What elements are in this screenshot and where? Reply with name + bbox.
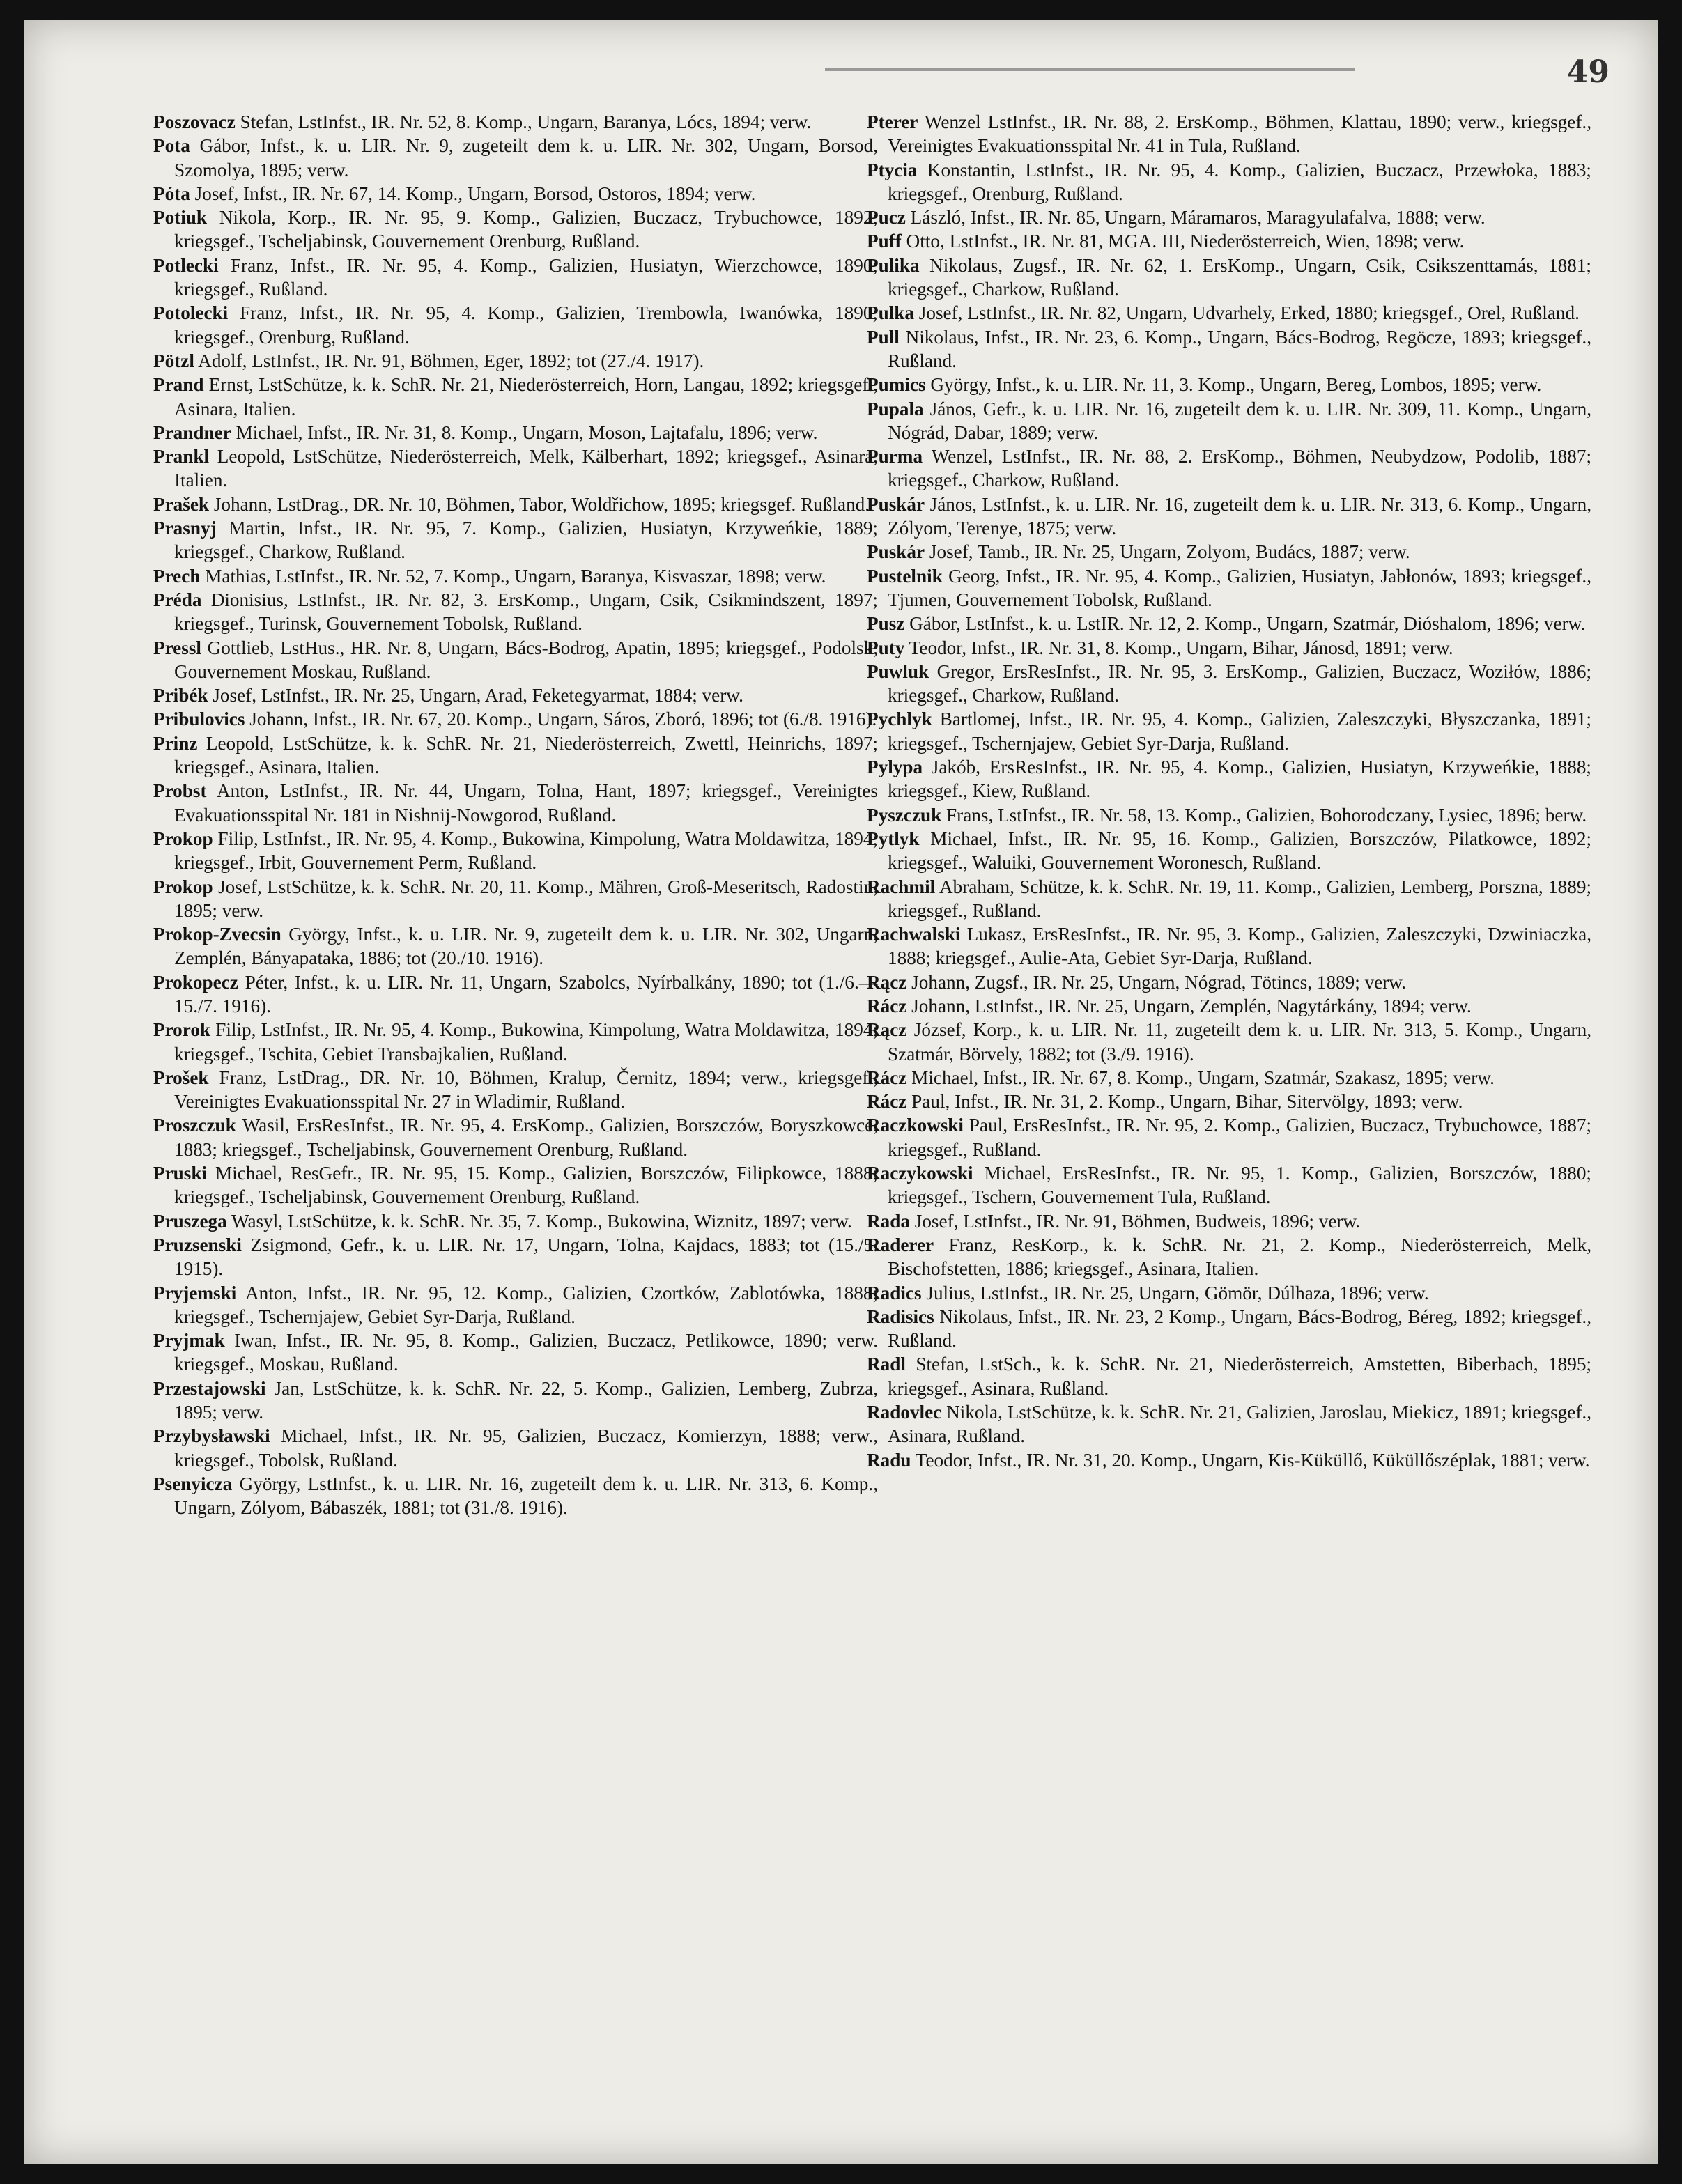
entry-surname: Pusz <box>867 613 905 635</box>
list-item <box>867 1448 1591 1472</box>
list-item <box>867 564 1591 612</box>
list-item <box>867 1352 1591 1400</box>
entry-surname: Pryjemski <box>153 1282 237 1303</box>
entry-surname: Puwluk <box>867 660 929 682</box>
entry-details: Michael, Infst., IR. Nr. 31, 8. Komp., Ungarn, Moson, Lajtafalu, 1896; verw. <box>231 421 818 443</box>
list-item <box>867 325 1591 373</box>
list-item <box>153 683 878 707</box>
entry-details: Julius, LstInfst., IR. Nr. 25, Ungarn, Gömör, Dúlhaza, 1896; verw. <box>921 1282 1429 1303</box>
entry-surname: Puskár <box>867 493 925 515</box>
list-item <box>153 779 878 827</box>
entry-details: Anton, Infst., IR. Nr. 95, 12. Komp., Galizien, Czortków, Zablotówka, 1888; kriegsgef., Tschernjajew, Gebiet Syr-Darja, Rußland. <box>174 1282 878 1327</box>
entry-surname: Pruski <box>153 1163 208 1184</box>
entry-surname: Radisics <box>867 1306 934 1327</box>
list-item <box>867 1281 1591 1305</box>
list-item <box>867 110 1591 158</box>
entry-surname: Pustelnik <box>867 565 943 587</box>
entry-surname: Puskár <box>867 541 925 563</box>
entry-surname: Poszovacz <box>153 111 236 132</box>
entry-details: Michael, Infst., IR. Nr. 67, 8. Komp., Ungarn, Szatmár, Szakasz, 1895; verw. <box>906 1067 1495 1088</box>
entry-surname: Puff <box>867 231 902 252</box>
page-number: 49 <box>1566 54 1610 90</box>
entry-surname: Purma <box>867 446 923 467</box>
entry-details: Filip, LstInfst., IR. Nr. 95, 4. Komp., Bukowina, Kimpolung, Watra Moldawitza, 1894; kriegsgef., Tschita, Gebiet Transbajkalien, Rußland. <box>174 1019 878 1064</box>
entry-surname: Prokopecz <box>153 971 238 993</box>
entry-surname: Radl <box>867 1354 906 1375</box>
entry-surname: Prokop <box>153 876 213 897</box>
entry-surname: Przybysławski <box>153 1425 270 1447</box>
document-page <box>24 20 1658 2164</box>
list-item <box>867 1233 1591 1281</box>
entry-surname: Prošek <box>153 1067 209 1088</box>
entry-surname: Prandner <box>153 421 231 443</box>
entry-details: Mathias, LstInfst., IR. Nr. 52, 7. Komp., Ungarn, Baranya, Kisvaszar, 1898; verw. <box>200 565 826 587</box>
entry-surname: Proszczuk <box>153 1115 236 1136</box>
list-item <box>153 1472 878 1520</box>
entry-details: Anton, LstInfst., IR. Nr. 44, Ungarn, Tolna, Hant, 1897; kriegsgef., Vereinigtes Evakuationsspital Nr. 181 in Nishnij-Nowgorod, Rußland. <box>174 780 878 826</box>
list-item <box>153 970 878 1019</box>
list-item <box>867 636 1591 660</box>
entry-surname: Rácz <box>867 1091 907 1113</box>
entry-details: Teodor, Infst., IR. Nr. 31, 8. Komp., Ungarn, Bihar, Jánosd, 1891; verw. <box>904 637 1453 658</box>
list-item <box>153 206 878 254</box>
entry-surname: Pribulovics <box>153 708 245 730</box>
entry-details: Gottlieb, LstHus., HR. Nr. 8, Ungarn, Bács-Bodrog, Apatin, 1895; kriegsgef., Podolsk, Gouvernement Moskau, Rußland. <box>174 637 878 682</box>
entry-details: Wenzel LstInfst., IR. Nr. 88, 2. ErsKomp., Böhmen, Klattau, 1890; verw., kriegsgef., Vereinigtes Evakuationsspital Nr. 41 in Tula, Rußland. <box>888 111 1591 157</box>
list-item <box>867 755 1591 803</box>
entry-surname: Rącz <box>867 1019 907 1041</box>
entry-surname: Raczkowski <box>867 1115 964 1136</box>
entry-details: Nikolaus, Infst., IR. Nr. 23, 2 Komp., Ungarn, Bács-Bodrog, Béreg, 1892; kriegsgef., Rußland. <box>888 1306 1591 1352</box>
entry-details: Leopold, LstSchütze, k. k. SchR. Nr. 21, Niederösterreich, Zwettl, Heinrichs, 1897; kriegsgef., Asinara, Italien. <box>174 732 878 778</box>
list-item <box>153 444 878 493</box>
entry-details: Franz, LstDrag., DR. Nr. 10, Böhmen, Kralup, Černitz, 1894; verw., kriegsgef., Vereinigtes Evakuationsspital Nr. 27 in Wladimir, Rußland. <box>174 1067 878 1113</box>
entry-details: Abraham, Schütze, k. k. SchR. Nr. 19, 11. Komp., Galizien, Lemberg, Porszna, 1889; kriegsgef., Rußland. <box>888 876 1591 921</box>
entry-surname: Puty <box>867 637 905 658</box>
list-item <box>153 1377 878 1425</box>
list-item <box>867 875 1591 923</box>
entry-surname: Pumics <box>867 374 926 396</box>
list-item <box>153 1233 878 1281</box>
entry-details: György, LstInfst., k. u. LIR. Nr. 16, zugeteilt dem k. u. LIR. Nr. 313, 6. Komp., Ungarn, Zólyom, Bábaszék, 1881; tot (31./8. 1916). <box>174 1473 878 1519</box>
entry-surname: Raczykowski <box>867 1163 973 1184</box>
list-item <box>867 660 1591 708</box>
list-item <box>153 1209 878 1233</box>
list-item <box>153 827 878 875</box>
entry-details: Franz, Infst., IR. Nr. 95, 4. Komp., Galizien, Husiatyn, Wierzchowce, 1890; kriegsgef., Rußland. <box>174 254 878 300</box>
entry-surname: Pressl <box>153 637 201 658</box>
entry-details: Georg, Infst., IR. Nr. 95, 4. Komp., Galizien, Husiatyn, Jabłonów, 1893; kriegsgef., Tjumen, Gouvernement Tobolsk, Rußland. <box>888 565 1591 610</box>
list-item <box>153 1329 878 1377</box>
list-item <box>153 493 878 516</box>
list-item <box>867 254 1591 302</box>
entry-surname: Pribék <box>153 685 208 706</box>
list-item <box>153 564 878 588</box>
list-item <box>153 110 878 134</box>
entry-surname: Radovlec <box>867 1402 942 1423</box>
entry-details: József, Korp., k. u. LIR. Nr. 11, zugeteilt dem k. u. LIR. Nr. 313, 5. Komp., Ungarn, Szatmár, Börvely, 1882; tot (3./9. 1916). <box>888 1019 1591 1064</box>
entry-details: Stefan, LstSch., k. k. SchR. Nr. 21, Niederösterreich, Amstetten, Biberbach, 1895; kriegsgef., Asinara, Rußland. <box>888 1354 1591 1399</box>
entry-surname: Rachmil <box>867 876 936 897</box>
list-item <box>153 1018 878 1066</box>
entry-details: Jan, LstSchütze, k. k. SchR. Nr. 22, 5. Komp., Galizien, Lemberg, Zubrza, 1895; verw. <box>174 1377 878 1423</box>
right-column <box>867 110 1591 1472</box>
entry-surname: Radu <box>867 1449 911 1471</box>
list-item <box>153 1113 878 1161</box>
entry-surname: Prand <box>153 374 204 396</box>
list-item <box>867 206 1591 229</box>
entry-details: Bartlomej, Infst., IR. Nr. 95, 4. Komp., Galizien, Zaleszczyki, Błyszczanka, 1891; kriegsgef., Tschernjajew, Gebiet Syr-Darja, Rußland. <box>888 708 1591 754</box>
list-item <box>153 1066 878 1114</box>
entry-details: Martin, Infst., IR. Nr. 95, 7. Komp., Galizien, Husiatyn, Krzyweńkie, 1889; kriegsgef., Charkow, Rußland. <box>174 518 878 563</box>
entry-surname: Pötzl <box>153 350 194 371</box>
list-item <box>153 134 878 182</box>
entry-details: Gregor, ErsResInfst., IR. Nr. 95, 3. ErsKomp., Galizien, Buczacz, Woziłów, 1886; kriegsgef., Charkow, Rußland. <box>888 660 1591 706</box>
entry-details: Stefan, LstInfst., IR. Nr. 52, 8. Komp., Ungarn, Baranya, Lócs, 1894; verw. <box>235 111 812 132</box>
entry-surname: Potlecki <box>153 254 219 276</box>
list-item <box>153 421 878 444</box>
entry-details: Filip, LstInfst., IR. Nr. 95, 4. Komp., Bukowina, Kimpolung, Watra Moldawitza, 1894; kriegsgef., Irbit, Gouvernement Perm, Rußland. <box>174 828 878 874</box>
list-item <box>153 1281 878 1329</box>
entry-details: Josef, LstInfst., IR. Nr. 82, Ungarn, Udvarhely, Erked, 1880; kriegsgef., Orel, Rußland. <box>914 302 1580 324</box>
list-item <box>867 1018 1591 1066</box>
entry-details: Johann, Infst., IR. Nr. 67, 20. Komp., Ungarn, Sáros, Zboró, 1896; tot (6./8. 1916). <box>245 708 877 730</box>
entry-details: Nikolaus, Zugsf., IR. Nr. 62, 1. ErsKomp., Ungarn, Csik, Csikszenttamás, 1881; kriegsgef., Charkow, Rußland. <box>888 254 1591 300</box>
list-item <box>153 875 878 923</box>
entry-details: György, Infst., k. u. LIR. Nr. 11, 3. Komp., Ungarn, Bereg, Lombos, 1895; verw. <box>925 374 1542 396</box>
entry-surname: Pucz <box>867 207 906 229</box>
list-item <box>153 588 878 636</box>
list-item <box>153 349 878 373</box>
entry-surname: Prinz <box>153 732 198 754</box>
entry-surname: Radics <box>867 1282 922 1303</box>
entry-surname: Pryjmak <box>153 1330 225 1352</box>
list-item <box>867 1305 1591 1353</box>
entry-details: János, LstInfst., k. u. LIR. Nr. 16, zugeteilt dem k. u. LIR. Nr. 313, 6. Komp., Ungarn, Zólyom, Terenye, 1875; verw. <box>888 493 1591 539</box>
entry-surname: Prankl <box>153 446 210 467</box>
list-item <box>867 158 1591 206</box>
entry-surname: Pychlyk <box>867 708 932 730</box>
list-item <box>867 229 1591 253</box>
entry-details: Leopold, LstSchütze, Niederösterreich, Melk, Kälberhart, 1892; kriegsgef., Asinara, Italien. <box>174 446 878 491</box>
entry-details: Otto, LstInfst., IR. Nr. 81, MGA. III, Niederösterreich, Wien, 1898; verw. <box>901 231 1465 252</box>
list-item <box>867 827 1591 875</box>
list-item <box>153 636 878 684</box>
list-item <box>153 301 878 349</box>
list-item <box>153 254 878 302</box>
entry-details: Teodor, Infst., IR. Nr. 31, 20. Komp., Ungarn, Kis-Küküllő, Küküllőszéplak, 1881; verw. <box>911 1449 1590 1471</box>
entry-surname: Pyszczuk <box>867 804 942 826</box>
entry-surname: Rácz <box>867 1067 907 1088</box>
entry-details: Dionisius, LstInfst., IR. Nr. 82, 3. ErsKomp., Ungarn, Csik, Csikmindszent, 1897; kriegsgef., Turinsk, Gouvernement Tobolsk, Rußland. <box>174 589 878 635</box>
entry-details: Adolf, LstInfst., IR. Nr. 91, Böhmen, Eger, 1892; tot (27./4. 1917). <box>194 350 704 371</box>
entry-details: Michael, Infst., IR. Nr. 95, 16. Komp., Galizien, Borszczów, Pilatkowce, 1892; kriegsgef., Waluiki, Gouvernement Woronesch, Rußland. <box>888 828 1591 874</box>
entry-surname: Pulika <box>867 254 920 276</box>
list-item <box>867 803 1591 827</box>
entry-details: Josef, LstSchütze, k. k. SchR. Nr. 20, 11. Komp., Mähren, Groß-Meseritsch, Radostin, 1895; verw. <box>174 876 878 921</box>
list-item <box>867 1066 1591 1090</box>
entry-surname: Rácz <box>867 995 907 1016</box>
entry-surname: Prasnyj <box>153 518 217 539</box>
entry-details: László, Infst., IR. Nr. 85, Ungarn, Máramaros, Maragyulafalva, 1888; verw. <box>905 207 1486 229</box>
entry-details: Paul, ErsResInfst., IR. Nr. 95, 2. Komp., Galizien, Buczacz, Trybuchowce, 1887; kriegsgef., Rußland. <box>888 1115 1591 1160</box>
entry-details: Wasil, ErsResInfst., IR. Nr. 95, 4. ErsKomp., Galizien, Borszczów, Boryszkowce, 1883; kriegsgef., Tscheljabinsk, Gouvernement Orenburg, Rußland. <box>174 1115 878 1160</box>
left-column <box>153 110 878 1520</box>
entry-details: Frans, LstInfst., IR. Nr. 58, 13. Komp., Galizien, Bohorodczany, Lysiec, 1896; berw. <box>941 804 1587 826</box>
list-item <box>867 1400 1591 1448</box>
entry-details: Johann, Zugsf., IR. Nr. 25, Ungarn, Nógrad, Tötincs, 1889; verw. <box>906 971 1406 993</box>
entry-details: Josef, Infst., IR. Nr. 67, 14. Komp., Ungarn, Borsod, Ostoros, 1894; verw. <box>190 183 756 204</box>
entry-details: Nikola, LstSchütze, k. k. SchR. Nr. 21, Galizien, Jaroslau, Miekicz, 1891; kriegsgef., Asinara, Rußland. <box>888 1402 1591 1447</box>
entry-surname: Prokop <box>153 828 213 849</box>
list-item <box>867 540 1591 564</box>
entry-surname: Préda <box>153 589 202 610</box>
entry-details: Wenzel, LstInfst., IR. Nr. 88, 2. ErsKomp., Böhmen, Neubydzow, Podolib, 1887; kriegsgef., Charkow, Rußland. <box>888 446 1591 491</box>
list-item <box>867 373 1591 396</box>
list-item <box>867 1113 1591 1161</box>
entry-details: Ernst, LstSchütze, k. k. SchR. Nr. 21, Niederösterreich, Horn, Langau, 1892; kriegsgef., Asinara, Italien. <box>174 374 878 419</box>
list-item <box>867 1090 1591 1113</box>
entry-details: Josef, LstInfst., IR. Nr. 91, Böhmen, Budweis, 1896; verw. <box>909 1210 1361 1232</box>
list-item <box>867 1209 1591 1233</box>
entry-surname: Pruzsenski <box>153 1234 242 1255</box>
entry-surname: Pruszega <box>153 1210 227 1232</box>
entry-surname: Prašek <box>153 493 210 515</box>
list-item <box>153 707 878 731</box>
entry-details: Gábor, LstInfst., k. u. LstIR. Nr. 12, 2. Komp., Ungarn, Szatmár, Dióshalom, 1896; verw. <box>904 613 1586 635</box>
entry-details: Gábor, Infst., k. u. LIR. Nr. 9, zugeteilt dem k. u. LIR. Nr. 302, Ungarn, Borsod, Szomolya, 1895; verw. <box>174 135 878 180</box>
list-item <box>867 1161 1591 1209</box>
list-item <box>867 994 1591 1018</box>
list-item <box>153 373 878 421</box>
entry-surname: Prech <box>153 565 201 587</box>
list-item <box>867 922 1591 970</box>
list-item <box>867 444 1591 493</box>
entry-details: Michael, ResGefr., IR. Nr. 95, 15. Komp., Galizien, Borszczów, Filipkowce, 1888; kriegsgef., Tscheljabinsk, Gouvernement Orenburg, Rußland. <box>174 1163 878 1208</box>
entry-details: János, Gefr., k. u. LIR. Nr. 16, zugeteilt dem k. u. LIR. Nr. 309, 11. Komp., Ungarn, Nógrád, Dabar, 1889; verw. <box>888 398 1591 443</box>
list-item <box>153 922 878 970</box>
entry-details: Nikola, Korp., IR. Nr. 95, 9. Komp., Galizien, Buczacz, Trybuchowce, 1892; kriegsgef., Tscheljabinsk, Gouvernement Orenburg, Rußland. <box>174 207 878 252</box>
list-item <box>867 707 1591 755</box>
list-item <box>867 612 1591 635</box>
list-item <box>867 970 1591 994</box>
list-item <box>153 516 878 564</box>
entry-surname: Rada <box>867 1210 910 1232</box>
entry-surname: Rącz <box>867 971 907 993</box>
entry-details: Michael, Infst., IR. Nr. 95, Galizien, Buczacz, Komierzyn, 1888; verw., kriegsgef., Tobolsk, Rußland. <box>174 1425 878 1471</box>
entry-details: Paul, Infst., IR. Nr. 31, 2. Komp., Ungarn, Bihar, Sitervölgy, 1893; verw. <box>906 1091 1463 1113</box>
list-item <box>867 301 1591 325</box>
entry-surname: Przestajowski <box>153 1377 266 1399</box>
entry-surname: Pota <box>153 135 190 157</box>
entry-surname: Pull <box>867 326 900 348</box>
entry-details: Jakób, ErsResInfst., IR. Nr. 95, 4. Komp., Galizien, Husiatyn, Krzyweńkie, 1888; kriegsgef., Kiew, Rußland. <box>888 757 1591 802</box>
entry-details: Konstantin, LstInfst., IR. Nr. 95, 4. Komp., Galizien, Buczacz, Przewłoka, 1883; kriegsgef., Orenburg, Rußland. <box>888 159 1591 204</box>
entry-details: Nikolaus, Infst., IR. Nr. 23, 6. Komp., Ungarn, Bács-Bodrog, Regöcze, 1893; kriegsgef., Rußland. <box>888 326 1591 371</box>
entry-surname: Raderer <box>867 1234 934 1255</box>
entry-details: Péter, Infst., k. u. LIR. Nr. 11, Ungarn, Szabolcs, Nyírbalkány, 1890; tot (1./6.—15./7. 1916). <box>174 971 878 1016</box>
list-item <box>867 397 1591 445</box>
entry-details: György, Infst., k. u. LIR. Nr. 9, zugeteilt dem k. u. LIR. Nr. 302, Ungarn, Zemplén, Bányapataka, 1886; tot (20./10. 1916). <box>174 924 878 969</box>
entry-surname: Probst <box>153 780 207 802</box>
entry-surname: Póta <box>153 183 190 204</box>
entry-details: Franz, Infst., IR. Nr. 95, 4. Komp., Galizien, Trembowla, Iwanówka, 1890; kriegsgef., Orenburg, Rußland. <box>174 302 878 348</box>
list-item <box>153 1424 878 1472</box>
entry-details: Michael, ErsResInfst., IR. Nr. 95, 1. Komp., Galizien, Borszczów, 1880; kriegsgef., Tschern, Gouvernement Tula, Rußland. <box>888 1163 1591 1208</box>
entry-details: Josef, Tamb., IR. Nr. 25, Ungarn, Zolyom, Budács, 1887; verw. <box>925 541 1410 563</box>
entry-surname: Prorok <box>153 1019 211 1041</box>
entry-surname: Ptycia <box>867 159 918 180</box>
header-rule <box>825 68 1355 71</box>
list-item <box>153 731 878 780</box>
list-item <box>153 1161 878 1209</box>
list-item <box>153 182 878 206</box>
entry-details: Franz, ResKorp., k. k. SchR. Nr. 21, 2. Komp., Niederösterreich, Melk, Bischofstetten, 1886; kriegsgef., Asinara, Italien. <box>888 1234 1591 1280</box>
entry-surname: Potolecki <box>153 302 229 324</box>
entry-details: Iwan, Infst., IR. Nr. 95, 8. Komp., Galizien, Buczacz, Petlikowce, 1890; verw. kriegsgef., Moskau, Rußland. <box>174 1330 878 1375</box>
entry-details: Lukasz, ErsResInfst., IR. Nr. 95, 3. Komp., Galizien, Zaleszczyki, Dzwiniaczka, 1888; kriegsgef., Aulie-Ata, Gebiet Syr-Darja, Rußland. <box>888 924 1591 969</box>
entry-surname: Rachwalski <box>867 924 961 945</box>
list-item <box>867 493 1591 541</box>
entry-surname: Potiuk <box>153 207 208 229</box>
entry-details: Johann, LstDrag., DR. Nr. 10, Böhmen, Tabor, Woldřichow, 1895; kriegsgef. Rußland. <box>209 493 870 515</box>
entry-details: Wasyl, LstSchütze, k. k. SchR. Nr. 35, 7. Komp., Bukowina, Wiznitz, 1897; verw. <box>226 1210 852 1232</box>
entry-surname: Pupala <box>867 398 924 419</box>
entry-details: Zsigmond, Gefr., k. u. LIR. Nr. 17, Ungarn, Tolna, Kajdacs, 1883; tot (15./5. 1915). <box>174 1234 878 1280</box>
entry-surname: Pulka <box>867 302 914 324</box>
entry-details: Josef, LstInfst., IR. Nr. 25, Ungarn, Arad, Feketegyarmat, 1884; verw. <box>208 685 743 706</box>
entry-surname: Psenyicza <box>153 1473 233 1494</box>
entry-surname: Prokop-Zvecsin <box>153 924 281 945</box>
entry-details: Johann, LstInfst., IR. Nr. 25, Ungarn, Zemplén, Nagytárkány, 1894; verw. <box>906 995 1472 1016</box>
entry-surname: Pylypa <box>867 757 923 778</box>
entry-surname: Pterer <box>867 111 918 132</box>
entry-surname: Pytlyk <box>867 828 920 849</box>
